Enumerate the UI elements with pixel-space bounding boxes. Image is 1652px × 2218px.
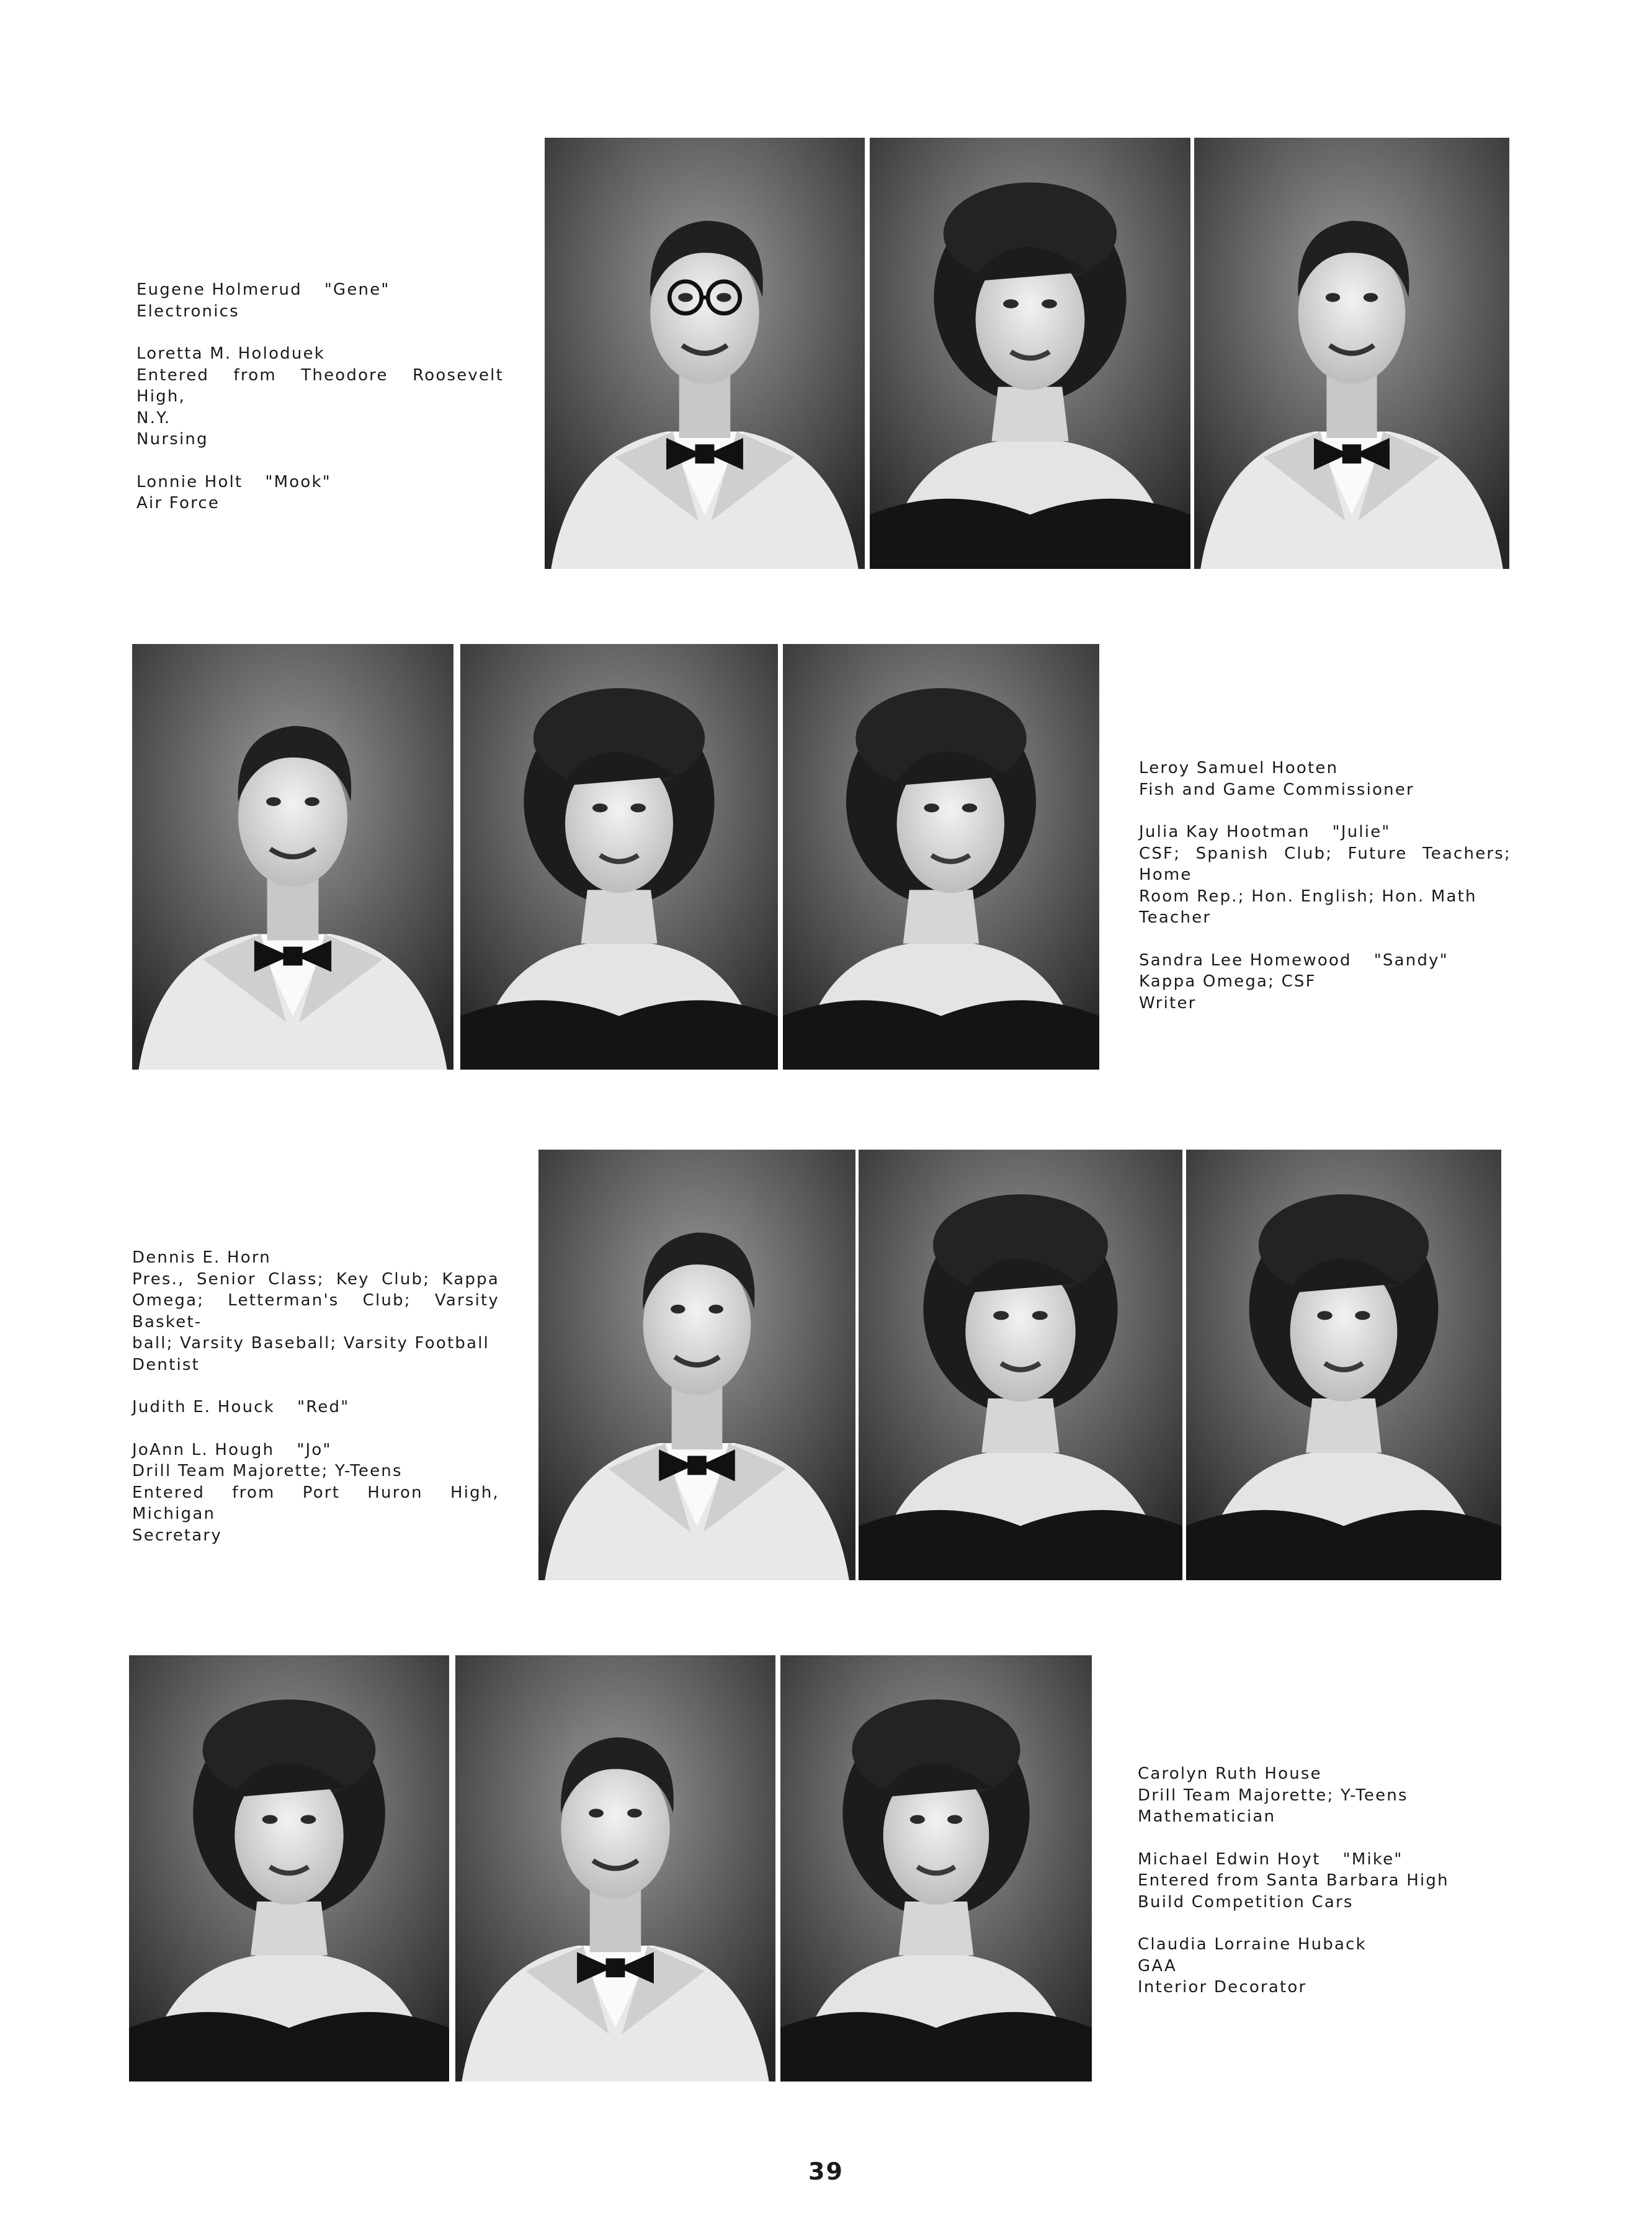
caption-block-row3 [132, 1247, 499, 1546]
caption-entry [132, 1397, 499, 1418]
caption-entry [1138, 1849, 1510, 1913]
caption-entry [136, 279, 504, 322]
student-detail: Drill Team Majorette; Y-Teens [1138, 1786, 1408, 1805]
student-detail: Nursing [136, 430, 208, 449]
student-detail: Entered from Theodore Roosevelt High, [136, 365, 504, 406]
student-detail: Mathematician [1138, 1807, 1276, 1826]
student-name: Eugene Holmerud [136, 280, 302, 299]
student-detail: Entered from Santa Barbara High [1138, 1871, 1449, 1890]
portrait-photo [455, 1655, 775, 2082]
portrait-photo [870, 138, 1190, 569]
caption-entry [136, 343, 504, 450]
caption-block-row1 [136, 279, 504, 514]
student-nickname: "Mook" [265, 472, 331, 491]
portrait-photo [129, 1655, 449, 2082]
caption-entry [132, 1439, 499, 1547]
portrait-photo [780, 1655, 1092, 2082]
student-detail: ball; Varsity Baseball; Varsity Football [132, 1334, 490, 1353]
student-detail: GAA [1138, 1956, 1177, 1975]
student-name: Dennis E. Horn [132, 1248, 271, 1267]
student-detail: Fish and Game Commissioner [1139, 780, 1414, 799]
student-detail: Omega; Letterman's Club; Varsity Basket- [132, 1291, 499, 1331]
portrait-photo [1194, 138, 1509, 569]
student-detail: Teacher [1139, 908, 1212, 927]
student-name: Claudia Lorraine Huback [1138, 1935, 1367, 1954]
student-detail: CSF; Spanish Club; Future Teachers; Home [1139, 844, 1511, 884]
portrait-photo [538, 1150, 855, 1580]
student-name: Lonnie Holt [136, 472, 243, 491]
student-name: Sandra Lee Homewood [1139, 950, 1352, 970]
page-number: 39 [808, 2158, 844, 2185]
caption-entry [1139, 950, 1511, 1014]
caption-block-row4 [1138, 1763, 1510, 1998]
student-nickname: "Julie" [1332, 823, 1391, 841]
student-detail: Electronics [136, 302, 239, 321]
portrait-photo [132, 644, 453, 1070]
caption-entry [1139, 758, 1511, 800]
student-name: Michael Edwin Hoyt [1138, 1849, 1321, 1869]
caption-entry [136, 472, 504, 514]
student-nickname: "Jo" [297, 1440, 332, 1459]
caption-entry [1138, 1934, 1510, 1998]
portrait-photo [1186, 1150, 1501, 1580]
student-name: Leroy Samuel Hooten [1139, 759, 1339, 777]
student-detail: Room Rep.; Hon. English; Hon. Math [1139, 887, 1477, 906]
student-detail: Kappa Omega; CSF [1139, 972, 1316, 991]
portrait-photo [859, 1150, 1182, 1580]
student-nickname: "Mike" [1342, 1849, 1403, 1869]
student-nickname: "Gene" [324, 280, 390, 299]
student-name: Loretta M. Holoduek [136, 344, 326, 363]
portrait-photo [545, 138, 865, 569]
student-detail: Dentist [132, 1355, 200, 1374]
student-name: JoAnn L. Hough [132, 1440, 275, 1459]
student-detail: Build Competition Cars [1138, 1892, 1354, 1912]
student-name: Judith E. Houck [132, 1398, 275, 1416]
student-detail: Drill Team Majorette; Y-Teens [132, 1462, 403, 1480]
student-detail: Entered from Port Huron High, Michigan [132, 1483, 499, 1523]
student-detail: Secretary [132, 1526, 222, 1545]
caption-block-row2 [1139, 758, 1511, 1014]
caption-entry [132, 1247, 499, 1375]
student-nickname: "Red" [297, 1398, 350, 1416]
student-nickname: "Sandy" [1373, 950, 1449, 970]
student-detail: Air Force [136, 494, 220, 512]
caption-entry [1138, 1763, 1510, 1828]
student-detail: Writer [1139, 993, 1197, 1013]
student-detail: N.Y. [136, 408, 171, 427]
caption-entry [1139, 821, 1511, 929]
student-name: Carolyn Ruth House [1138, 1764, 1322, 1783]
student-name: Julia Kay Hootman [1139, 823, 1310, 841]
portrait-photo [460, 644, 778, 1070]
portrait-photo [783, 644, 1099, 1070]
student-detail: Pres., Senior Class; Key Club; Kappa [132, 1269, 499, 1289]
student-detail: Interior Decorator [1138, 1978, 1307, 1997]
